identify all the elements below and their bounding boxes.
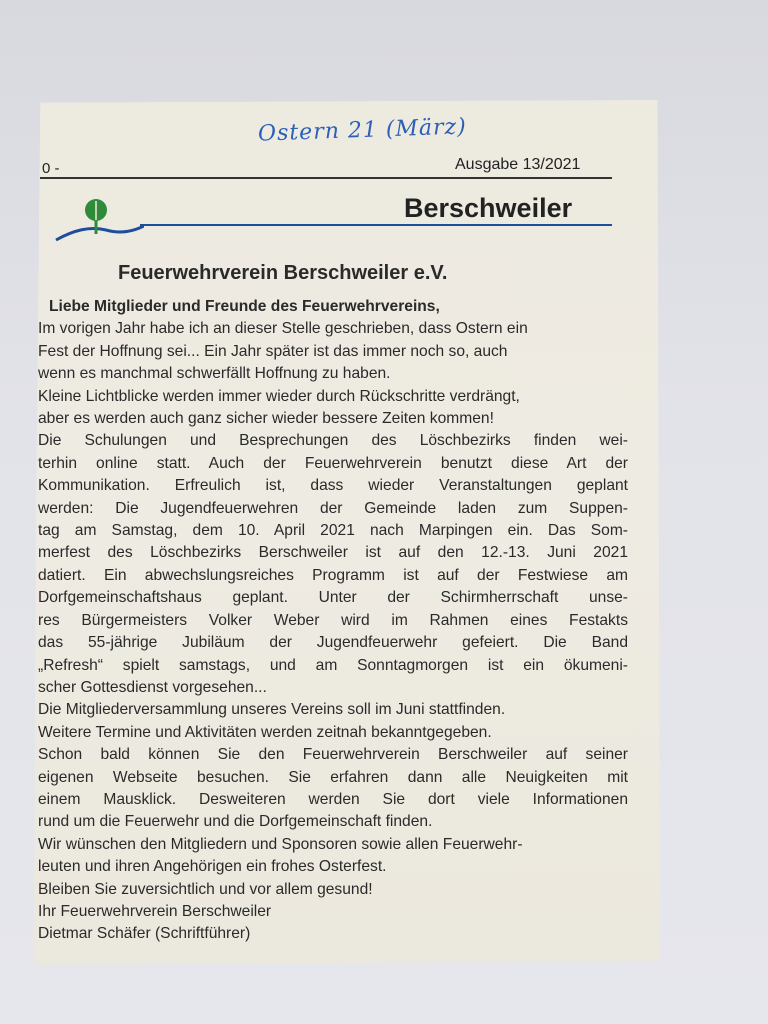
article-line: scher Gottesdienst vorgesehen...	[38, 678, 267, 696]
header-rule	[40, 177, 612, 179]
logo-wave	[56, 226, 144, 240]
article-line: „Refresh“ spielt samstags, und am Sonntagmorgen ist ein ökumeni-	[38, 656, 628, 674]
article-line: eigenen Webseite besuchen. Sie erfahren dann alle Neuigkeiten mit	[38, 768, 628, 786]
article-line: Kommunikation. Erfreulich ist, dass wieder Veranstaltungen geplant	[38, 477, 628, 495]
article-line: Kleine Lichtblicke werden immer wieder durch Rückschritte verdrängt,	[38, 387, 520, 405]
article-line: terhin online statt. Auch der Feuerwehrverein benutzt diese Art der	[38, 454, 628, 472]
article-line: einem Mausklick. Desweiteren werden Sie dort viele Informationen	[38, 790, 628, 808]
place-underline	[140, 224, 612, 226]
article-line: tag am Samstag, dem 10. April 2021 nach Marpingen ein. Das Som-	[38, 522, 628, 540]
article-line: Fest der Hoffnung sei... Ein Jahr später ist das immer noch so, auch	[38, 342, 508, 360]
village-logo-icon	[54, 196, 144, 248]
article-line: aber es werden auch ganz sicher wieder bessere Zeiten kommen!	[38, 410, 494, 428]
article-line: Dorfgemeinschaftshaus geplant. Unter der Schirmherrschaft unse-	[38, 589, 628, 607]
article-line: Ihr Feuerwehrverein Berschweiler	[38, 902, 272, 920]
article-line: merfest des Löschbezirks Berschweiler ist auf den 12.-13. Juni 2021	[38, 544, 628, 562]
article-body	[38, 296, 628, 946]
article-line: Dietmar Schäfer (Schriftführer)	[38, 925, 251, 943]
greeting-line: Liebe Mitglieder und Freunde des Feuerwehrvereins,	[49, 298, 440, 315]
article-line: Bleiben Sie zuversichtlich und vor allem gesund!	[38, 880, 373, 898]
article-title: Feuerwehrverein Berschweiler e.V.	[118, 262, 448, 284]
article-line: rund um die Feuerwehr und die Dorfgemeinschaft finden.	[38, 813, 433, 831]
article-line: wenn es manchmal schwerfällt Hoffnung zu haben.	[38, 365, 391, 383]
handwritten-note: Ostern 21 (März)	[257, 114, 468, 147]
article-line: Schon bald können Sie den Feuerwehrverein Berschweiler auf seiner	[38, 746, 628, 764]
article-line: werden: Die Jugendfeuerwehren der Gemeinde laden zum Suppen-	[38, 499, 628, 517]
page-marker: 0 -	[42, 160, 60, 177]
article-line: res Bürgermeisters Volker Weber wird im Rahmen eines Festakts	[38, 611, 628, 629]
article-line: Die Mitgliederversammlung unseres Vereins soll im Juni stattfinden.	[38, 701, 506, 719]
article-line: Wir wünschen den Mitgliedern und Sponsoren sowie allen Feuerwehr-	[38, 835, 523, 853]
article-line: Die Schulungen und Besprechungen des Löschbezirks finden wei-	[38, 432, 628, 450]
place-name: Berschweiler	[404, 193, 573, 223]
article-line: datiert. Ein abwechslungsreiches Programm ist auf der Festwiese am	[38, 566, 628, 584]
article-line: das 55-jährige Jubiläum der Jugendfeuerwehr gefeiert. Die Band	[38, 634, 628, 652]
article-line: Im vorigen Jahr habe ich an dieser Stelle geschrieben, dass Ostern ein	[38, 320, 528, 338]
article-line: Weitere Termine und Aktivitäten werden zeitnah bekanntgegeben.	[38, 723, 492, 741]
article-line: leuten und ihren Angehörigen ein frohes Osterfest.	[38, 858, 387, 876]
issue-number: Ausgabe 13/2021	[455, 156, 581, 173]
